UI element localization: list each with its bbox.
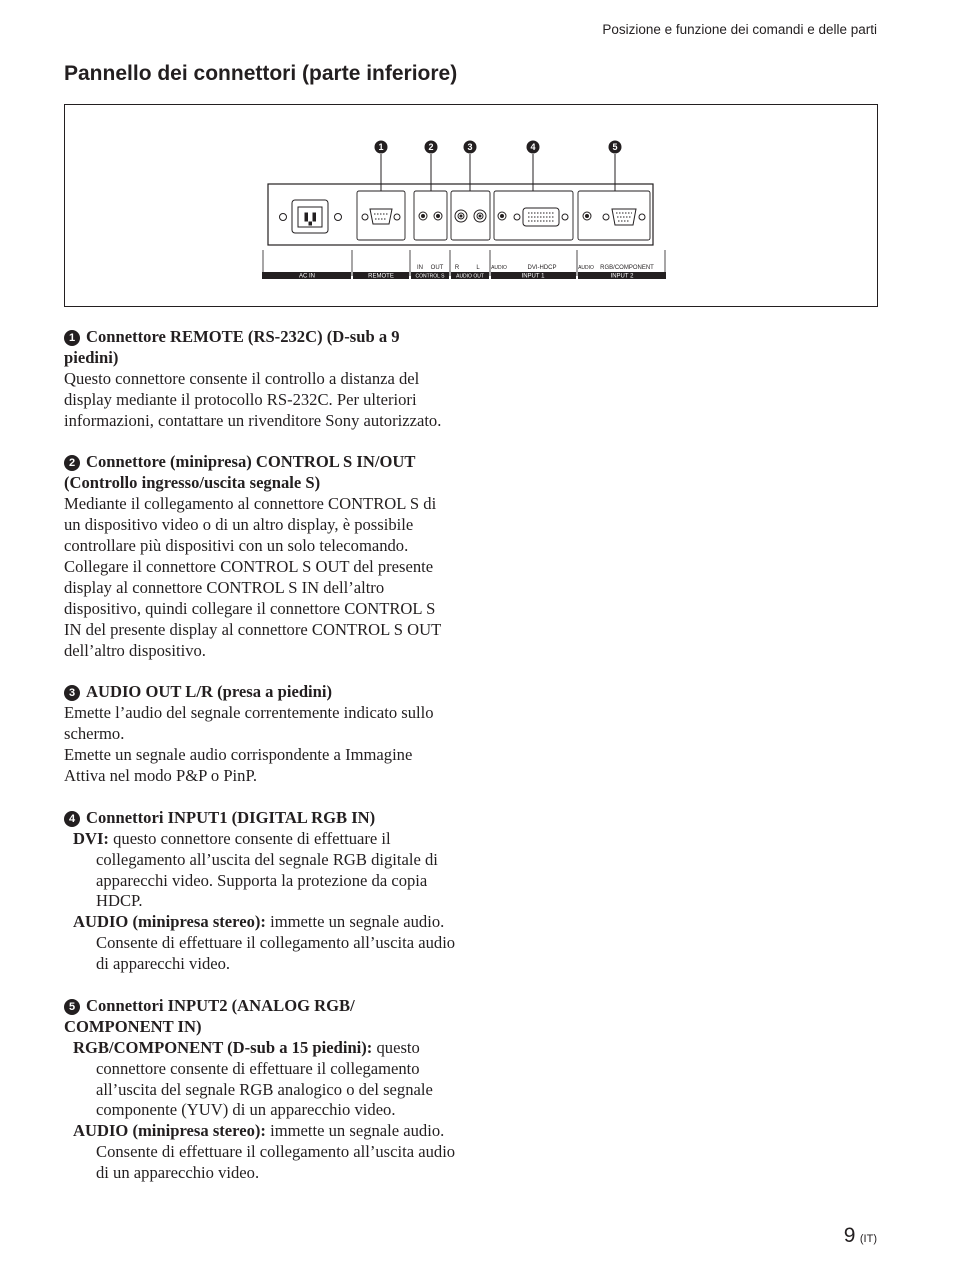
running-header: Posizione e funzione dei comandi e delle parti	[602, 22, 877, 37]
section-heading-text: Connettori INPUT2 (ANALOG RGB/ COMPONENT IN)	[64, 995, 355, 1036]
callout-1	[375, 141, 388, 154]
list-item	[64, 829, 456, 913]
list-item	[64, 1121, 456, 1184]
section-input2	[64, 996, 456, 1184]
section-heading-text: Connettori INPUT1 (DIGITAL RGB IN)	[86, 807, 376, 827]
callout-5-label: 5	[612, 142, 618, 153]
label-dvi-hdcp: DVI-HDCP	[527, 265, 557, 271]
list-item	[64, 1038, 456, 1122]
page-language: (IT)	[859, 1233, 877, 1245]
callout-4	[527, 141, 540, 154]
section-body: Emette l’audio del segnale correntemente indicato sullo schermo.	[64, 703, 434, 744]
audio-out-rca-jacks	[455, 210, 486, 222]
item-term: RGB/COMPONENT (D-sub a 15 piedini):	[73, 1037, 373, 1057]
label-out: OUT	[430, 265, 444, 271]
section-heading-text: Connettore REMOTE (RS-232C) (D-sub a 9 piedini)	[64, 327, 400, 367]
list-item	[64, 912, 456, 975]
number-badge: 5	[64, 999, 80, 1015]
connector-panel-illustration	[65, 105, 879, 308]
section-audio-out	[64, 682, 456, 787]
callout-1-label: 1	[378, 142, 384, 153]
section-heading-text: Connettore (minipresa) CONTROL S IN/OUT (Controllo ingresso/uscita segnale S)	[64, 452, 416, 493]
label-r: R	[454, 265, 460, 271]
page-number-value: 9	[843, 1224, 856, 1247]
remote-dsub9-connector	[362, 209, 400, 224]
callout-5	[609, 141, 622, 154]
item-term: AUDIO (minipresa stereo):	[73, 912, 266, 932]
ac-in-connector	[280, 200, 342, 233]
number-badge: 1	[64, 330, 80, 346]
section-heading	[64, 452, 456, 494]
input1-connectors	[498, 208, 568, 226]
number-badge: 3	[64, 685, 80, 701]
section-heading	[64, 682, 456, 703]
section-heading-text: AUDIO OUT L/R (presa a piedini)	[86, 682, 333, 702]
label-ac-in: AC IN	[298, 273, 316, 280]
section-control-s	[64, 452, 456, 661]
section-body: Questo connettore consente il controllo a distanza del display mediante il protocollo RS-232C. Per ulteriori informazioni, contattare un rivenditore Sony autorizzato.	[64, 368, 442, 430]
label-audio-1: AUDIO	[491, 265, 507, 271]
item-term: AUDIO (minipresa stereo):	[73, 1121, 266, 1141]
section-body-2: Emette un segnale audio corrispondente a Immagine Attiva nel modo P&P o PinP.	[64, 745, 413, 785]
label-l: L	[476, 265, 480, 271]
callout-3-label: 3	[467, 142, 473, 153]
description-list	[64, 327, 456, 1205]
item-text: questo connettore consente di effettuare il collegamento all’uscita del segnale RGB digitale di apparecchi video. Supporta la protezione da copia HDCP.	[96, 828, 438, 911]
control-s-jacks	[419, 212, 442, 220]
label-input1: INPUT 1	[521, 273, 545, 280]
callout-2	[425, 141, 438, 154]
label-in: IN	[417, 265, 423, 271]
page-title: Pannello dei connettori (parte inferiore)	[64, 62, 458, 85]
input2-connectors	[583, 209, 645, 225]
number-badge: 2	[64, 455, 80, 471]
panel-outline	[268, 184, 653, 245]
callout-4-label: 4	[530, 142, 536, 153]
item-text: immette un segnale audio. Consente di effettuare il collegamento all’uscita audio di un apparecchio video.	[96, 1121, 456, 1183]
label-audio-2: AUDIO	[578, 265, 594, 271]
label-rgb-component: RGB/COMPONENT	[600, 265, 654, 271]
label-audio-out: AUDIO OUT	[456, 273, 484, 280]
callout-3	[464, 141, 477, 154]
section-heading	[64, 996, 456, 1038]
section-heading	[64, 327, 456, 369]
section-heading	[64, 808, 456, 829]
remote-group-box	[357, 191, 405, 240]
audio-out-group-box	[451, 191, 490, 240]
label-control-s: CONTROL S	[415, 273, 445, 280]
item-text: questo connettore consente di effettuare il collegamento all’uscita del segnale RGB analogico o del segnale componente (YUV) di un apparecchio video.	[96, 1037, 433, 1120]
connector-panel-figure	[64, 104, 878, 307]
item-term: DVI:	[73, 828, 109, 848]
callout-2-label: 2	[428, 142, 434, 153]
label-input2: INPUT 2	[610, 273, 634, 280]
section-body: Mediante il collegamento al connettore CONTROL S di un dispositivo video o di un altro display, è possibile controllare più dispositivi con un solo telecomando. Collegare il connettore CONTROL S OUT del presente display al connettore CONTROL S IN dell’altro dispositivo, quindi collegare il connettore CONTROL S IN del presente display al connettore CONTROL S OUT dell’altro dispositivo.	[64, 494, 441, 660]
item-text: immette un segnale audio. Consente di effettuare il collegamento all’uscita audio di apparecchi video.	[96, 912, 456, 974]
page-number	[844, 1224, 877, 1248]
number-badge: 4	[64, 811, 80, 827]
section-input1	[64, 808, 456, 975]
label-remote: REMOTE	[368, 273, 394, 280]
section-remote	[64, 327, 456, 432]
